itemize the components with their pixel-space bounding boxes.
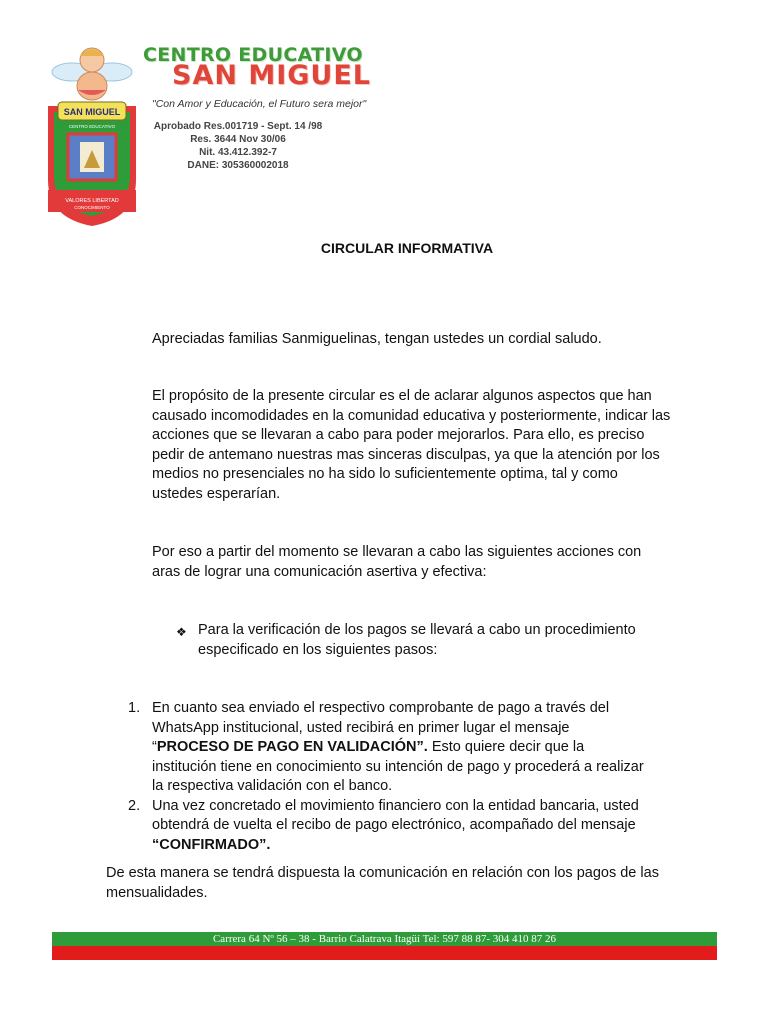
legal-line: DANE: 305360002018 (187, 160, 289, 171)
paragraph-purpose: El propósito de la presente circular es el de aclarar algunos aspectos que han causado incomodidades en la comunidad educativa y posteriormente, indicar las acciones que se llevaran a cabo para poder mejorarlos. Para ello, es preciso pedir de antemano nuestras mas sinceras disculpas, ya que la atención por los medios no presenciales no ha sido lo suficientemente optima, tal y como ustedes esperarían. (152, 388, 671, 502)
crest-banner: SAN MIGUEL (63, 107, 121, 117)
footer (52, 932, 717, 960)
school-name-line1: CENTRO EDUCATIVO (143, 44, 363, 66)
step-text-bold: “CONFIRMADO”. (152, 836, 271, 853)
legal-line: Aprobado Res.001719 - Sept. 14 /98 (153, 121, 323, 132)
footer-address: Carrera 64 Nº 56 – 38 - Barrio Calatrava Itagüí Tel: 597 88 87- 304 410 87 26 (52, 932, 717, 946)
diamond-bullet-icon: ❖ (176, 625, 187, 639)
legal-line: Nit. 43.412.392-7 (199, 147, 277, 158)
list-item (128, 797, 648, 856)
footer-red-band (52, 946, 717, 960)
closing-paragraph: De esta manera se tendrá dispuesta la comunicación en relación con los pagos de las mensualidades. (106, 865, 659, 901)
paragraph-actions: Por eso a partir del momento se llevaran a cabo las siguientes acciones con aras de lograr una comunicación asertiva y efectiva: (152, 544, 642, 580)
bullet-item (176, 621, 676, 660)
crest-values: VALORES LIBERTAD (65, 198, 119, 204)
school-motto: "Con Amor y Educación, el Futuro sera mejor" (152, 98, 367, 110)
steps-list (128, 699, 648, 855)
step-text-before: En cuanto sea enviado el respectivo comprobante de pago a través del WhatsApp institucional, usted recibirá en primer lugar el mensaje “ (152, 700, 610, 755)
list-item (128, 699, 648, 797)
step-text (152, 797, 648, 856)
step-text-bold: PROCESO DE PAGO EN VALIDACIÓN”. (156, 739, 428, 755)
bullet-text: Para la verificación de los pagos se llevará a cabo un procedimiento especificado en los siguientes pasos: (198, 622, 636, 658)
school-crest (44, 42, 140, 228)
angel-icon (52, 48, 132, 100)
document-title: CIRCULAR INFORMATIVA (320, 240, 494, 256)
crest-subtitle: CENTRO EDUCATIVO (68, 124, 116, 129)
step-text-after: Esto quiere decir que la institución tiene en conocimiento su intención de pago y procederá a realizar la respectiva validación con el banco. (152, 739, 644, 794)
legal-info (150, 120, 326, 172)
step-number: 2. (128, 797, 141, 814)
school-name-line2: SAN MIGUEL (172, 60, 371, 91)
step-text (152, 699, 648, 797)
step-number: 1. (128, 700, 141, 716)
step-text-before: Una vez concretado el movimiento financiero con la entidad bancaria, usted obtendrá de vuelta el recibo de pago electrónico, acompañado del mensaje (152, 797, 639, 833)
crest-knowledge: CONOCIMIENTO (74, 205, 110, 210)
legal-line: Res. 3644 Nov 30/06 (190, 134, 286, 145)
greeting: Apreciadas familias Sanmiguelinas, tengan ustedes un cordial saludo. (152, 331, 602, 347)
